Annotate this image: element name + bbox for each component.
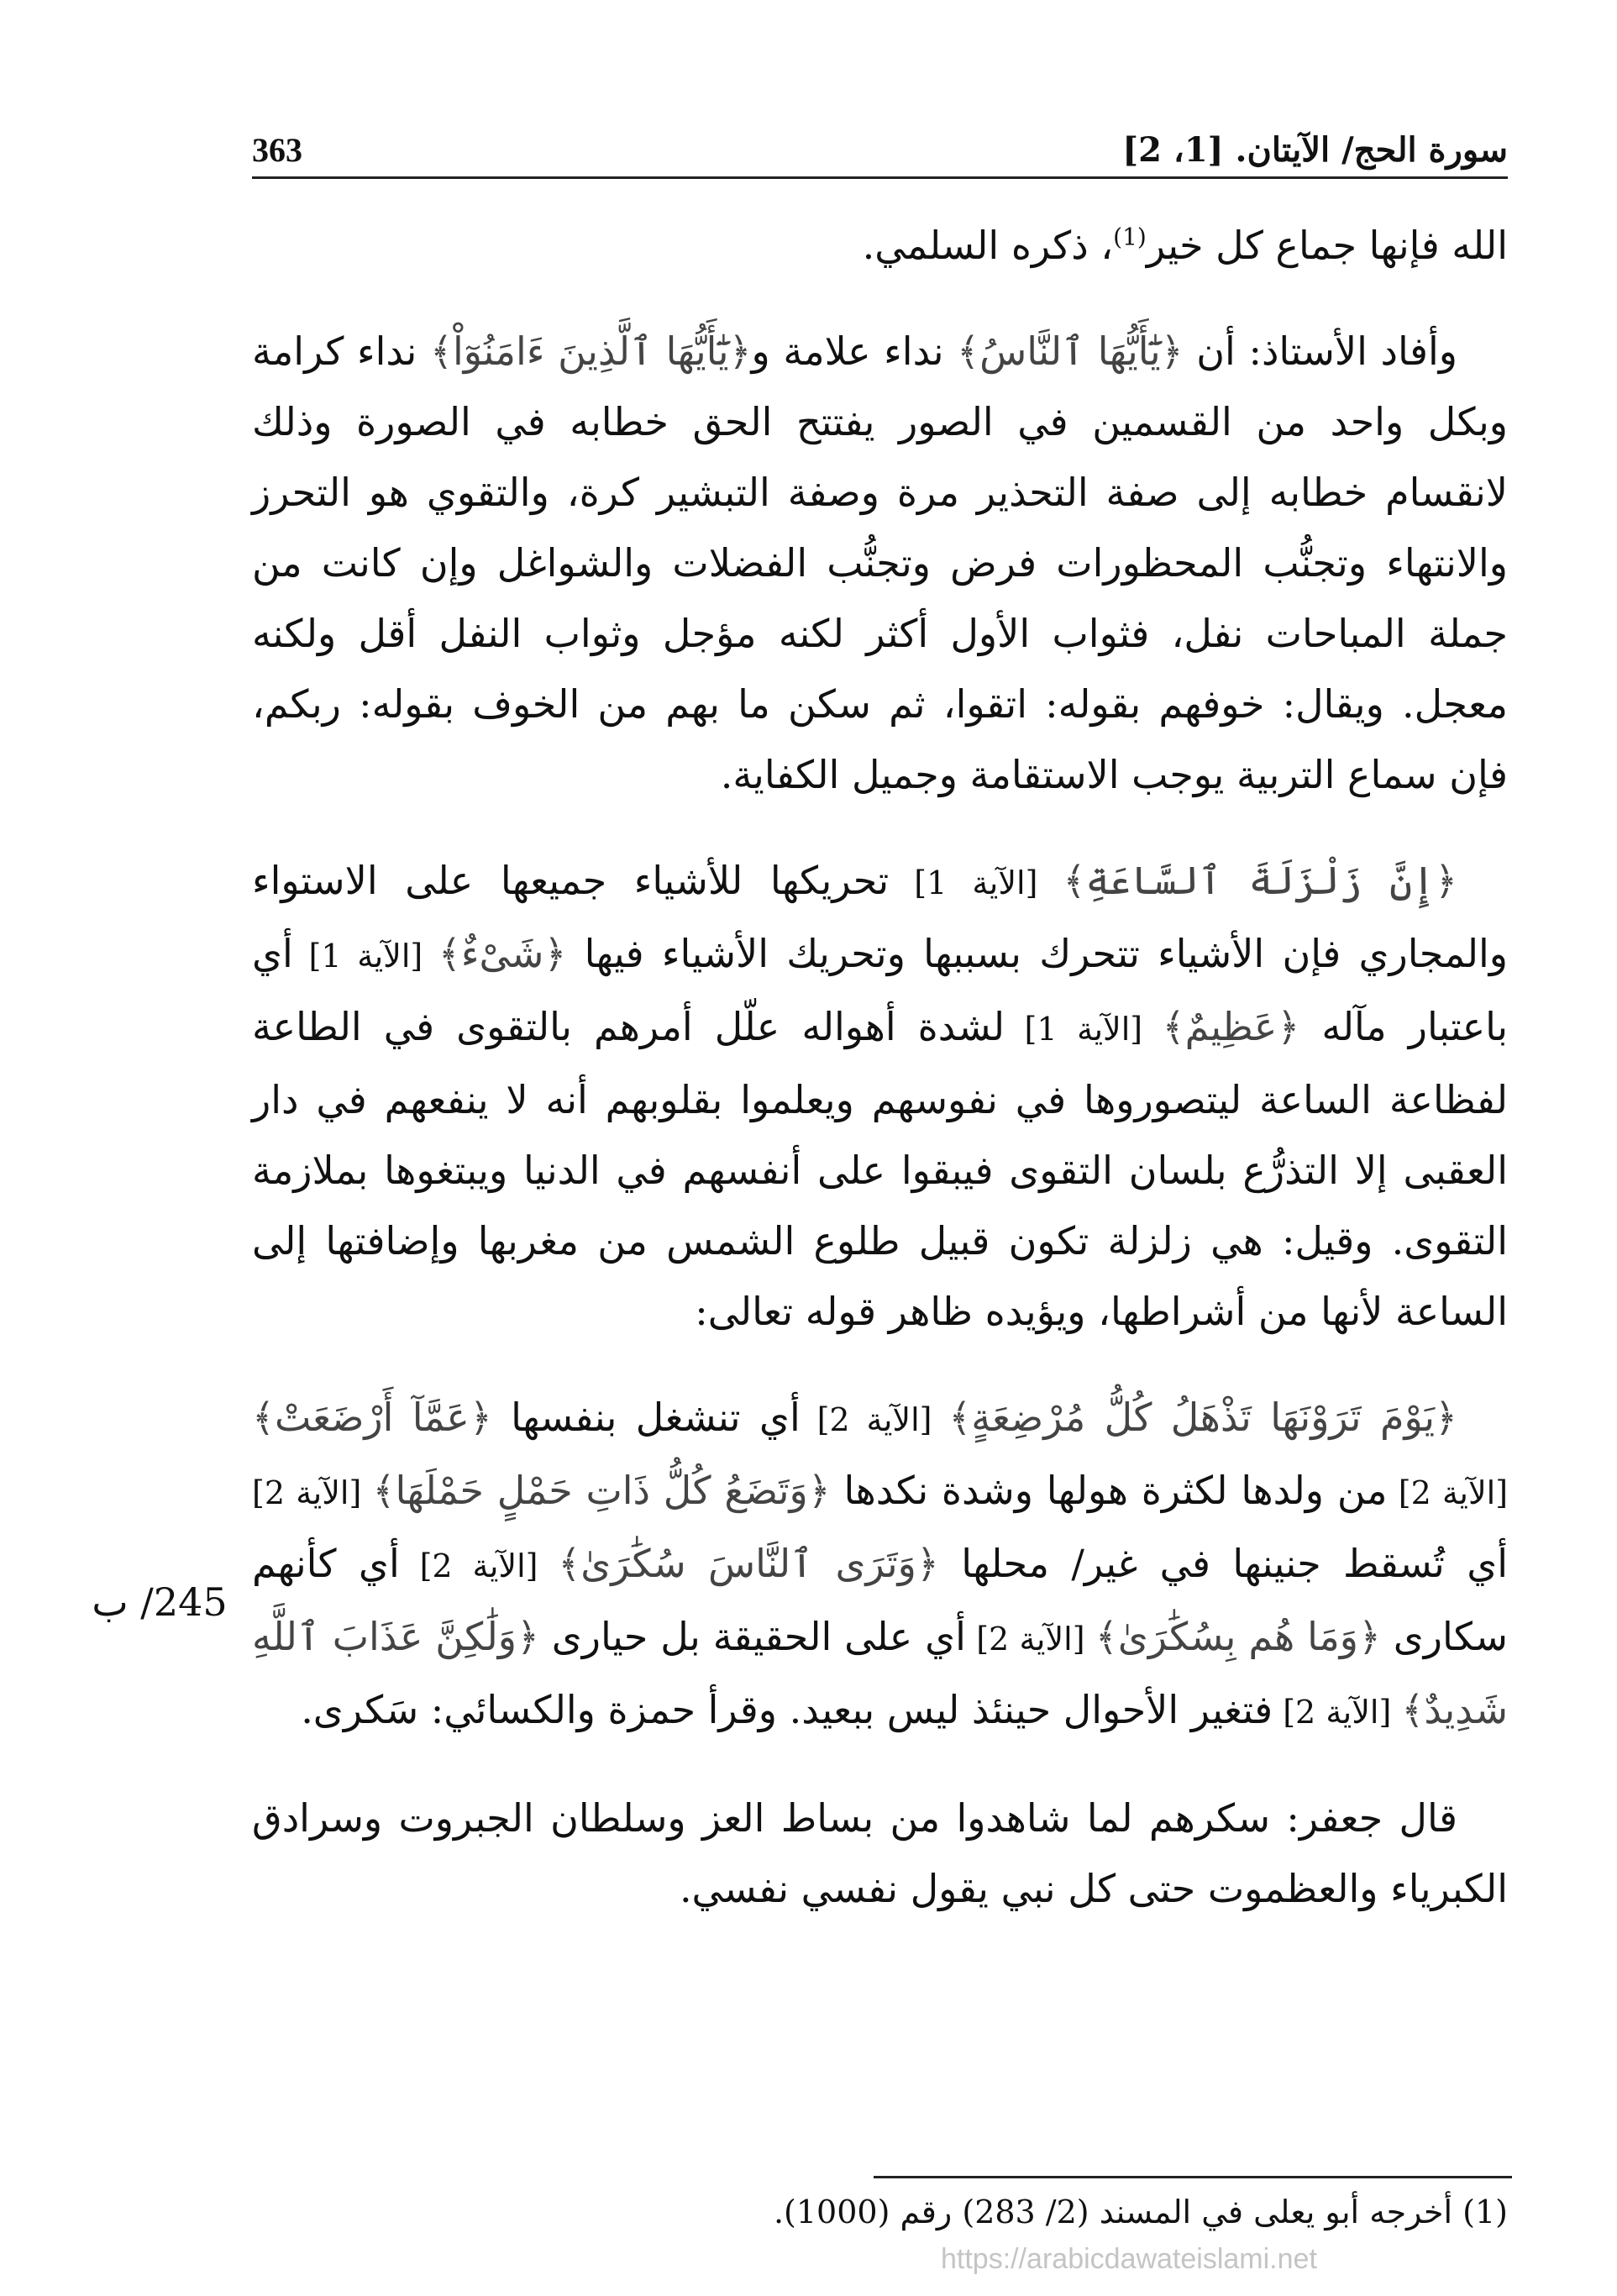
quran-quote: ﴿يَٰٓأَيُّهَا ٱلنَّاسُ﴾	[957, 328, 1184, 374]
body-text: وأفاد الأستاذ: أن	[1183, 328, 1458, 374]
body-text: أي كأنهم سكارى	[252, 1541, 1508, 1659]
body-text: من ولدها لكثرة هولها وشدة نكدها	[830, 1468, 1388, 1513]
body-text: لشدة أهواله علّل أمرهم بالتقوى في الطاعة لفظاعة الساعة ليتصوروها في نفوسهم ويعلموا بقلوبهم أنه لا ينفعهم في دار العقبى إلا التذرُّع بلسان التقوى فيبقوا على أنفسهم في الدنيا ويبتغوها بملازمة التقوى. وقيل: هي زلزلة تكون قبيل طلوع الشمس من مغربها وإضافتها إلى الساعة لأنها من أشراطها، ويؤيده ظاهر قوله تعالى:	[252, 1004, 1508, 1334]
quran-quote: ﴿عَظِيمٌ﴾	[1162, 1004, 1300, 1049]
body-text: أي تنشغل بنفسها	[491, 1395, 801, 1440]
quran-quote: ﴿إِنَّ زَلْزَلَةَ ٱلسَّاعَةِ﴾	[1063, 858, 1458, 903]
footnote: (1) أخرجه أبو يعلى في المسند (2/ 283) رقم (1000).	[773, 2194, 1508, 2230]
quran-quote: ﴿وَتَرَى ٱلنَّاسَ سُكَٰرَىٰ﴾	[558, 1541, 939, 1586]
manuscript-folio-note: 245/ ب	[92, 1579, 228, 1625]
body-text: نداء كرامة وبكل واحد من القسمين في الصور يفتتح الحق خطابه في الصورة وذلك لانقسام خطابه إلى صفة التحذير مرة وصفة التبشير كرة، والتقوي هو التحرز والانتهاء وتجنُّب المحظورات فرض وتجنُّب الفضلات والشواغل وإن كانت من جملة المباحات نفل، فثواب الأول أكثر لكنه مؤجل وثواب النفل أقل ولكنه معجل. ويقال: خوفهم بقوله: اتقوا، ثم سكن ما بهم من الخوف بقوله: ربكم، فإن سماع التربية يوجب الاستقامة وجميل الكفاية.	[252, 328, 1508, 797]
body-text: ، ذكره السلمي.	[862, 223, 1114, 268]
paragraph-1	[252, 210, 1508, 281]
quran-quote: ﴿يَوْمَ تَرَوْنَهَا تَذْهَلُ كُلُّ مُرْضِعَةٍ﴾	[948, 1395, 1458, 1440]
body-text: نداء علامة و	[751, 328, 958, 374]
quran-quote: ﴿وَلَٰكِنَّ عَذَابَ ٱللَّهِ شَدِيدٌ﴾	[252, 1614, 1508, 1732]
verse-reference: [الآية 2]	[1273, 1694, 1402, 1731]
paragraph-3	[252, 845, 1508, 1347]
verse-reference: [الآية 1]	[292, 938, 438, 975]
page-number: 363	[252, 131, 302, 169]
verse-reference: [الآية 1]	[1004, 1011, 1163, 1048]
quran-quote: ﴿وَتَضَعُ كُلُّ ذَاتِ حَمْلٍ حَمْلَهَا﴾	[372, 1468, 831, 1513]
watermark-url: https://arabicdawateislami.net	[941, 2243, 1317, 2275]
body-text: تحريكها للأشياء جميعها على الاستواء والمجاري فإن الأشياء تتحرك بسببها وتحريك الأشياء فيها	[252, 858, 1509, 976]
footnote-marker: (1)	[1113, 223, 1147, 251]
verse-reference: [الآية 2]	[1387, 1474, 1509, 1511]
footnote-divider	[874, 2176, 1512, 2178]
quran-quote: ﴿شَىْءٌ﴾	[438, 931, 567, 976]
body-text: أي على الحقيقة بل حيارى	[538, 1614, 966, 1659]
body-text: الله فإنها جماع كل خير	[1146, 223, 1508, 268]
verse-reference: [الآية 2]	[399, 1547, 559, 1584]
quran-quote: ﴿يَٰٓأَيُّهَا ٱلَّذِينَ ءَامَنُوٓاْ﴾	[430, 328, 752, 374]
body-text: قال جعفر: سكرهم لما شاهدوا من بساط العز وسلطان الجبروت وسرادق الكبرياء والعظموت حتى كل نبي يقول نفسي نفسي.	[252, 1795, 1508, 1911]
verse-reference: [الآية 2]	[252, 1474, 373, 1511]
body-text: أي باعتبار مآله	[252, 931, 1508, 1049]
paragraph-5	[252, 1783, 1508, 1924]
verse-reference: [الآية 2]	[800, 1401, 949, 1438]
verse-reference: [الآية 1]	[889, 864, 1063, 901]
paragraph-4	[252, 1382, 1508, 1747]
paragraph-2	[252, 316, 1508, 810]
body-text: فتغير الأحوال حينئذ ليس ببعيد. وقرأ حمزة والكسائي: سَكرى.	[301, 1687, 1273, 1732]
main-text	[252, 210, 1508, 1959]
body-text: أي تُسقط جنينها في غير/ محلها	[938, 1541, 1509, 1586]
verse-reference: [الآية 2]	[965, 1621, 1095, 1658]
quran-quote: ﴿عَمَّآ أَرْضَعَتْ﴾	[252, 1395, 492, 1440]
quran-quote: ﴿وَمَا هُم بِسُكَٰرَىٰ﴾	[1095, 1614, 1381, 1659]
running-title: سورة الحج/ الآيتان. [1، 2]	[1122, 130, 1508, 170]
page-header	[252, 118, 1508, 179]
